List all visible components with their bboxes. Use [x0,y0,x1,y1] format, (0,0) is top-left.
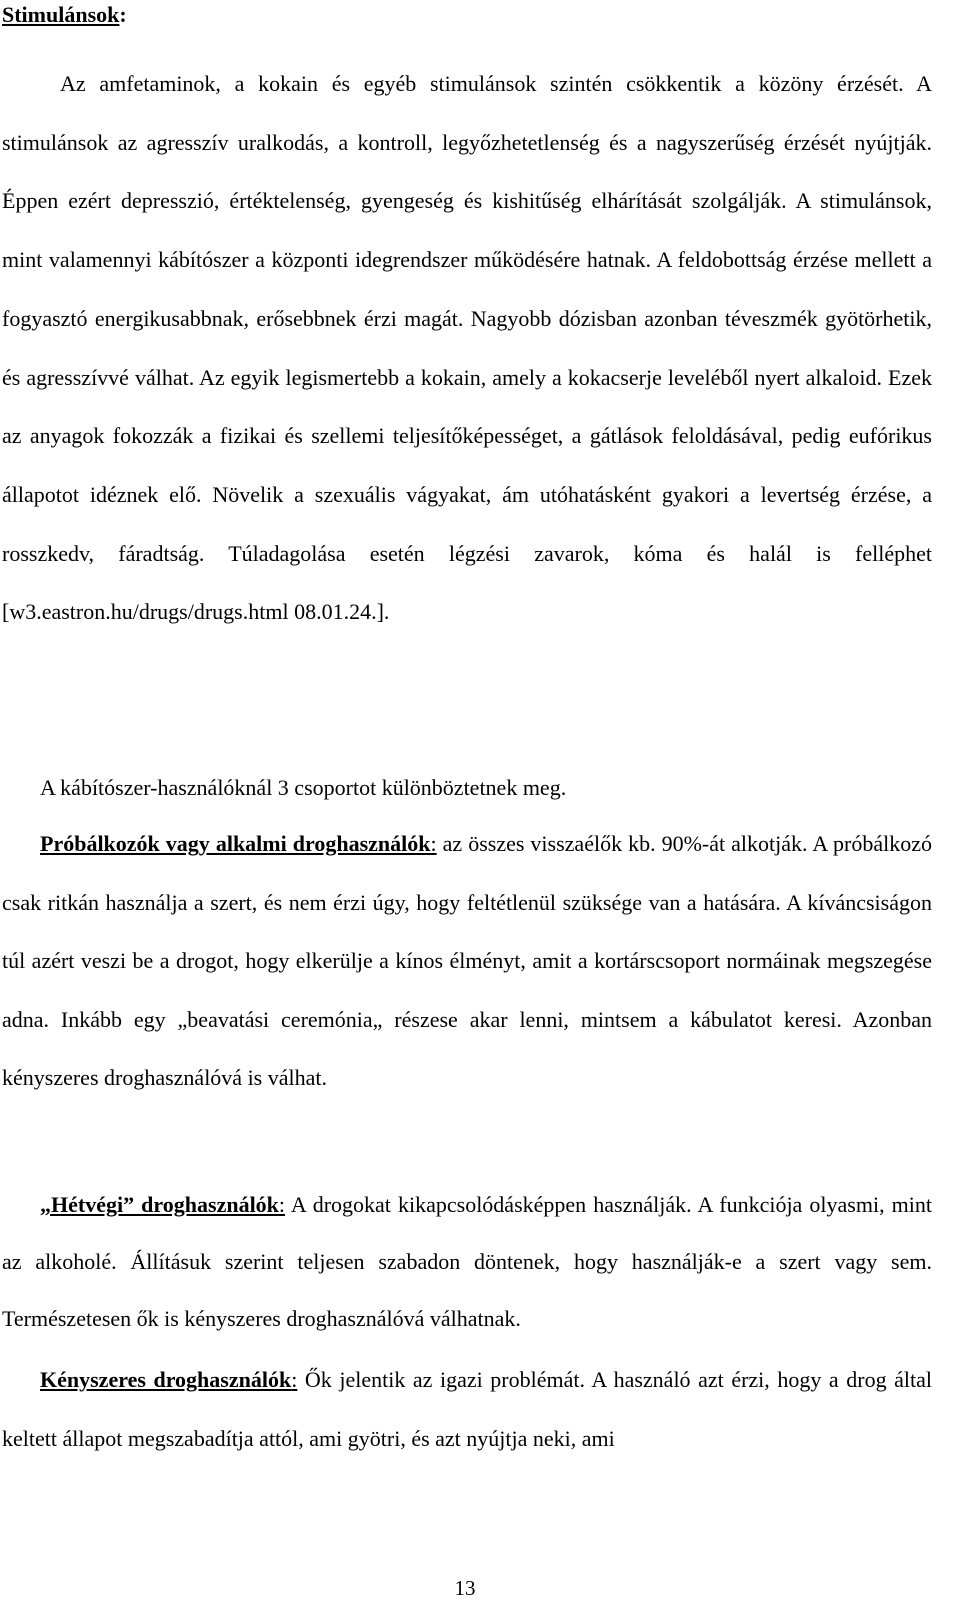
paragraph-stimulants [2,55,932,642]
term-compulsive-users: Kényszeres droghasználók [40,1367,292,1392]
section-heading [2,1,127,29]
term-weekend-users: „Hétvégi” droghasználók [40,1192,279,1217]
section-heading-title: Stimulánsok [2,2,120,27]
paragraph-compulsive-users-text: Ők jelentik az igazi problémát. A használó azt érzi, hogy a drog által keltett állapot megszabadítja attól, ami gyötri, és azt nyújtja neki, ami [2,1367,932,1451]
paragraph-weekend-users-text: A drogokat kikapcsolódásképpen használják. A funkciója olyasmi, mint az alkoholé. Állításuk szerint teljesen szabadon döntenek, hogy használják-e a szert vagy sem. Természetesen ők is kényszeres droghasználóvá válhatnak. [2,1192,933,1331]
paragraph-groups-intro-text: A kábítószer-használóknál 3 csoportot különböztetnek meg. [40,775,567,800]
paragraph-occasional-users [2,815,932,1108]
section-heading-colon: : [119,2,127,27]
paragraph-compulsive-users [2,1350,932,1468]
page-number: 13 [454,1576,476,1600]
paragraph-occasional-users-text: az összes visszaélők kb. 90%-át alkotják. A próbálkozó csak ritkán használja a szert, és nem érzi úgy, hogy feltétlenül szüksége van a hatására. A kíváncsiságon túl azért veszi be a drogot, hogy elkerülje a kínos élményt, amit a kortárscsoport normáinak megszegése adna. Inkább egy „beavatási ceremónia„ részese akar lenni, mintsem a kábulatot keresi. Azonban kényszeres droghasználóvá is válhat. [2,831,932,1090]
term-colon: : [278,1192,286,1217]
paragraph-groups-intro [2,765,932,811]
term-colon: : [291,1367,298,1392]
paragraph-weekend-users [2,1176,932,1347]
paragraph-stimulants-text: Az amfetaminok, a kokain és egyéb stimulánsok szintén csökkentik a közöny érzését. A stimulánsok az agresszív uralkodás, a kontroll, legyőzhetetlenség és a nagyszerűség érzését nyújtják. Éppen ezért depresszió, értéktelenség, gyengeség és kishitűség elhárítását szolgálják. A stimulánsok, mint valamennyi kábítószer a központi idegrendszer működésére hatnak. A feldobottság érzése mellett a fogyasztó energikusabbnak, erősebbnek érzi magát. Nagyobb dózisban azonban téveszmék gyötörhetik, és agresszívvé válhat. Az egyik legismertebb a kokain, amely a kokacserje leveléből nyert alkaloid. Ezek az anyagok fokozzák a fizikai és szellemi teljesítőképességet, a gátlások feloldásával, pedig eufórikus állapotot idéznek elő. Növelik a szexuális vágyakat, ám utóhatásként gyakori a levertség érzése, a rosszkedv, fáradtság. Túladagolása esetén légzési zavarok, kóma és halál is felléphet [w3.eastron.hu/drugs/drugs.html 08.01.24.]. [2,71,932,625]
term-colon: : [430,831,437,856]
term-occasional-users: Próbálkozók vagy alkalmi droghasználók [40,831,431,856]
